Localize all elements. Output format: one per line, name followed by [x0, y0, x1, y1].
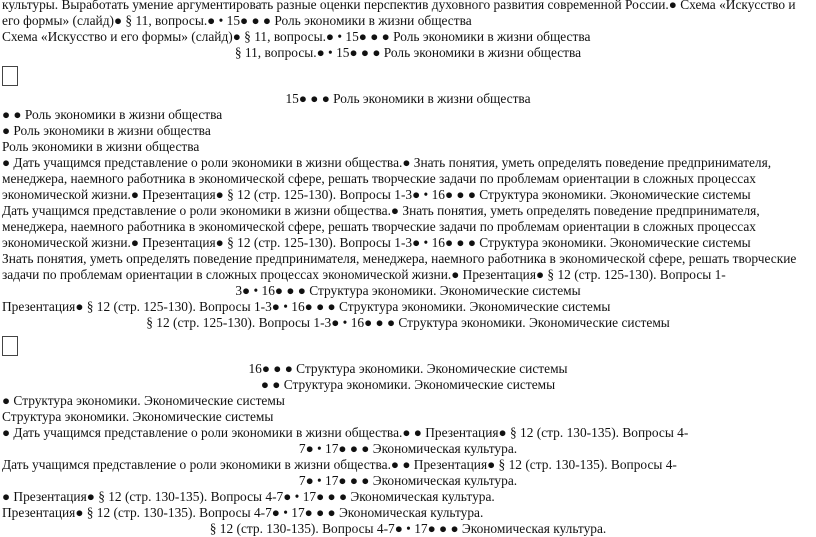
text-line: Дать учащимся представление о роли экономики в жизни общества.● ● Презентация● § 12 (стр. 130-135). Вопросы 4-: [2, 457, 677, 472]
empty-checkbox-frame: [2, 336, 18, 356]
text-line: ● Дать учащимся представление о роли экономики в жизни общества.● ● Презентация● § 12 (стр. 130-135). Вопросы 4-: [2, 425, 689, 440]
text-line: § 11, вопросы.● • 15● ● ● Роль экономики в жизни общества: [234, 45, 582, 60]
text-line: экономической жизни.● Презентация● § 12 (стр. 125-130). Вопросы 1-3● • 16● ● ● Структура экономики. Экономические системы: [2, 187, 751, 202]
text-line: 15● ● ● Роль экономики в жизни общества: [285, 91, 531, 106]
text-line: § 12 (стр. 125-130). Вопросы 1-3● • 16● ● ● Структура экономики. Экономические системы: [146, 315, 670, 330]
text-line: Знать понятия, уметь определять поведение предпринимателя, менеджера, наемного работника в экономической сфере, решать творческие: [2, 251, 797, 266]
text-line: ● Структура экономики. Экономические системы: [2, 393, 285, 408]
text-line: ● ● Структура экономики. Экономические системы: [260, 377, 556, 392]
text-line: Презентация● § 12 (стр. 130-135). Вопросы 4-7● • 17● ● ● Экономическая культура.: [2, 505, 484, 520]
text-line: Роль экономики в жизни общества: [2, 139, 200, 154]
text-line: ● Роль экономики в жизни общества: [2, 123, 211, 138]
text-line: менеджера, наемного работника в экономической сфере, решать творческие задачи по проблемам ориентации в сложных процессах: [2, 219, 756, 234]
text-line: 7● • 17● ● ● Экономическая культура.: [298, 473, 518, 488]
text-line: менеджера, наемного работника в экономической сфере, решать творческие задачи по проблемам ориентации в сложных процессах: [2, 171, 756, 186]
text-line: 3● • 16● ● ● Структура экономики. Экономические системы: [235, 283, 581, 298]
empty-checkbox-frame: [2, 66, 18, 86]
text-line: ● Дать учащимся представление о роли экономики в жизни общества.● Знать понятия, уметь определять поведение предпринимателя,: [2, 155, 772, 170]
text-line: ● ● Роль экономики в жизни общества: [2, 107, 223, 122]
text-line: Дать учащимся представление о роли экономики в жизни общества.● Знать понятия, уметь определять поведение предпринимателя,: [2, 203, 760, 218]
text-line: § 12 (стр. 130-135). Вопросы 4-7● • 17● ● ● Экономическая культура.: [209, 521, 607, 536]
text-line: экономической жизни.● Презентация● § 12 (стр. 125-130). Вопросы 1-3● • 16● ● ● Структура экономики. Экономические системы: [2, 235, 751, 250]
text-line: Структура экономики. Экономические системы: [2, 409, 274, 424]
text-line: культуры. Выработать умение аргументировать разные оценки перспектив духовного развития современной России.● Схема «Искусство и: [2, 0, 796, 12]
text-line: его формы» (слайд)● § 11, вопросы.● • 15● ● ● Роль экономики в жизни общества: [2, 13, 472, 28]
text-line: Презентация● § 12 (стр. 125-130). Вопросы 1-3● • 16● ● ● Структура экономики. Экономические системы: [2, 299, 611, 314]
text-line: задачи по проблемам ориентации в сложных процессах экономической жизни.● Презентация● § 12 (стр. 125-130). Вопросы 1-: [2, 267, 726, 282]
text-line: 7● • 17● ● ● Экономическая культура.: [298, 441, 518, 456]
text-line: Схема «Искусство и его формы» (слайд)● § 11, вопросы.● • 15● ● ● Роль экономики в жизни общества: [2, 29, 591, 44]
text-line: 16● ● ● Структура экономики. Экономические системы: [248, 361, 568, 376]
text-line: ● Презентация● § 12 (стр. 130-135). Вопросы 4-7● • 17● ● ● Экономическая культура.: [2, 489, 495, 504]
